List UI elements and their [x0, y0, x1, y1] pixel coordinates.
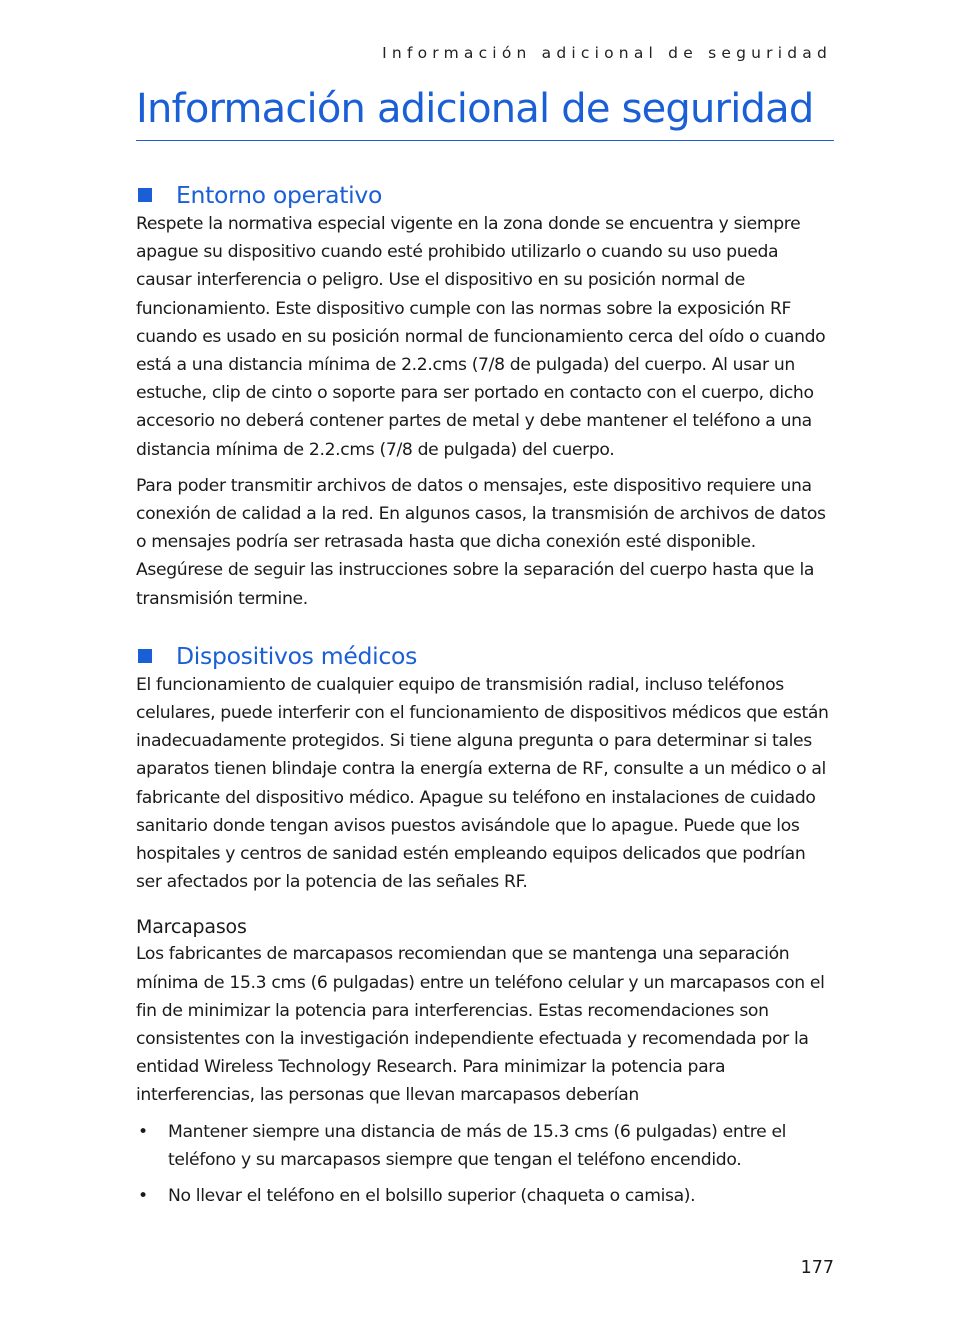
section-square-icon	[138, 188, 152, 202]
page-content	[136, 180, 836, 1218]
section-heading-entorno	[136, 180, 836, 210]
section-heading-label: Dispositivos médicos	[176, 641, 418, 670]
list-item	[136, 1182, 836, 1210]
paragraph: Respete la normativa especial vigente en la zona donde se encuentra y siempre apague su dispositivo cuando esté prohibido utilizarlo o cuando su uso pueda causar interferencia o peligro. Use el dispositivo en su posición normal de funcionamiento. Este dispositivo cumple con las normas sobre la exposición RF cuando es usado en su posición normal de funcionamiento cerca del oído o cuando está a una distancia mínima de 2.2.cms (7/8 de pulgada) del cuerpo. Al usar un estuche, clip de cinto o soporte para ser portado en contacto con el cuerpo, dicho accesorio no deberá contener partes de metal y debe mantener el teléfono a una distancia mínima de 2.2.cms (7/8 de pulgada) del cuerpo.	[136, 214, 826, 460]
paragraph: Los fabricantes de marcapasos recomiendan que se mantenga una separación mínima de 15.3 cms (6 pulgadas) entre un teléfono celular y un marcapasos con el fin de minimizar la potencia para interferencias. Estas recomendaciones son consistentes con la investigación independiente efectuada y recomendada por la entidad Wireless Technology Research. Para minimizar la potencia para interferencias, las personas que llevan marcapasos deberían	[136, 944, 825, 1106]
list-item	[136, 1118, 836, 1174]
page-title: Información adicional de seguridad	[136, 86, 834, 141]
section-square-icon	[138, 649, 152, 663]
bullet-list	[136, 1118, 836, 1211]
paragraph: El funcionamiento de cualquier equipo de transmisión radial, incluso teléfonos celulares, puede interferir con el funcionamiento de dispositivos médicos que están inadecuadamente protegidos. Si tiene alguna pregunta o para determinar si tales aparatos tienen blindaje contra la energía externa de RF, consulte a un médico o al fabricante del dispositivo médico. Apague su teléfono en instalaciones de cuidado sanitario donde tengan avisos puestos avisándole que lo apague. Puede que los hospitales y centros de sanidad estén empleando equipos delicados que podrían ser afectados por la potencia de las señales RF.	[136, 674, 829, 893]
section-heading-dispositivos	[136, 641, 836, 671]
list-item-text: Mantener siempre una distancia de más de 15.3 cms (6 pulgadas) entre el teléfono y su marcapasos siempre que tengan el teléfono encendido.	[168, 1121, 787, 1170]
subsection-heading-marcapasos: Marcapasos	[136, 916, 247, 939]
section-heading-label: Entorno operativo	[176, 181, 383, 209]
paragraph: Para poder transmitir archivos de datos o mensajes, este dispositivo requiere una conexión de calidad a la red. En algunos casos, la transmisión de archivos de datos o mensajes podría ser retrasada hasta que dicha conexión esté disponible. Asegúrese de seguir las instrucciones sobre la separación del cuerpo hasta que la transmisión termine.	[136, 475, 826, 609]
bullet-icon: •	[138, 1186, 148, 1207]
list-item-text: No llevar el teléfono en el bolsillo superior (chaqueta o camisa).	[168, 1186, 696, 1207]
page-number: 177	[800, 1258, 834, 1278]
running-header: Información adicional de seguridad	[382, 44, 832, 62]
bullet-icon: •	[138, 1121, 148, 1142]
